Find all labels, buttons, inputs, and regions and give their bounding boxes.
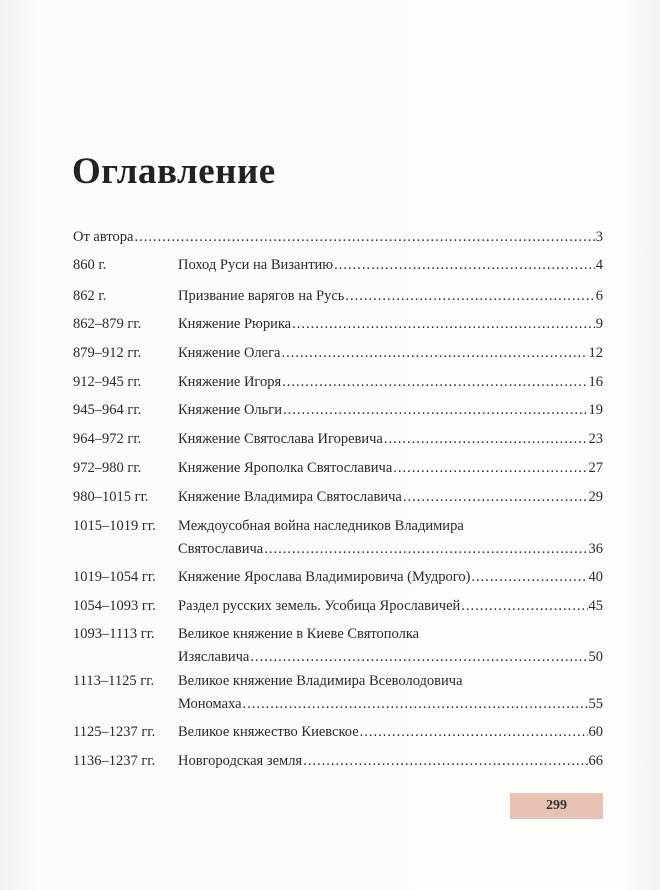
dot-leader — [345, 285, 594, 308]
entry-title: Мономаха — [178, 696, 242, 712]
entry-page: 4 — [595, 257, 603, 273]
entry-page: 16 — [588, 374, 603, 390]
entry-line — [178, 646, 603, 669]
entry-page: 6 — [595, 288, 603, 304]
entry-title: Великое княжение в Киеве Святополка — [178, 626, 420, 642]
entry-title: Княжение Ярополка Святославича — [178, 460, 393, 476]
entry-text — [178, 285, 603, 308]
entry-line — [178, 285, 603, 308]
entry-page: 40 — [588, 569, 603, 585]
dot-leader — [134, 226, 594, 249]
entry-date: 862–879 гг. — [73, 316, 142, 332]
dot-leader — [403, 486, 588, 509]
entry-title: Изяславича — [178, 649, 250, 665]
entry-title: Раздел русских земель. Усобица Ярославичей — [178, 598, 461, 614]
entry-title: Княжение Рюрика — [178, 316, 292, 332]
entry-date: 912–945 гг. — [73, 374, 142, 390]
dot-leader — [393, 457, 587, 480]
entry-line — [178, 371, 603, 394]
entry-page: 36 — [588, 541, 603, 557]
entry-line — [178, 254, 603, 277]
entry-date: 945–964 гг. — [73, 402, 142, 418]
entry-line — [178, 457, 603, 480]
entry-date: 862 г. — [73, 288, 107, 304]
dot-leader — [283, 399, 588, 422]
entry-page: 45 — [588, 598, 603, 614]
entry-line — [178, 595, 603, 618]
entry-page: 27 — [588, 460, 603, 476]
entry-page: 19 — [588, 402, 603, 418]
entry-line — [178, 486, 603, 509]
entry-text — [178, 750, 603, 773]
entry-title: Призвание варягов на Русь — [178, 288, 345, 304]
entry-title: Княжение Олега — [178, 345, 281, 361]
entry-date: 1113–1125 гг. — [73, 673, 155, 689]
entry-title: Междоусобная война наследников Владимира — [178, 518, 464, 534]
entry-text — [178, 342, 603, 365]
entry-title: Великое княжение Владимира Всеволодовича — [178, 673, 463, 689]
entry-line — [178, 342, 603, 365]
entry-date: 860 г. — [73, 257, 107, 273]
entry-page: 9 — [595, 316, 603, 332]
page-number: 299 — [510, 793, 603, 819]
entry-title: Святославича — [178, 541, 264, 557]
entry-page: 50 — [588, 649, 603, 665]
entry-page: 3 — [595, 229, 603, 245]
entry-page: 60 — [588, 724, 603, 740]
dot-leader — [250, 646, 587, 669]
entry-text — [178, 313, 603, 336]
entry-date: 1015–1019 гг. — [73, 518, 156, 534]
entry-title: Княжение Ольги — [178, 402, 282, 418]
entry-text — [178, 428, 603, 451]
entry-title: Княжение Игоря — [178, 374, 282, 390]
entry-date: 1136–1237 гг. — [73, 753, 156, 769]
entry-text — [178, 254, 603, 277]
entry-title: Княжение Святослава Игоревича — [178, 431, 383, 447]
entry-date: 972–980 гг. — [73, 460, 142, 476]
entry-title: Княжение Ярослава Владимировича (Мудрого) — [178, 569, 471, 585]
entry-title: Княжение Владимира Святославича — [178, 489, 402, 505]
entry-text — [178, 721, 603, 744]
dot-leader — [303, 750, 587, 773]
dot-leader — [471, 566, 587, 589]
entry-text — [178, 371, 603, 394]
entry-text — [178, 595, 603, 618]
entry-text — [178, 399, 603, 422]
entry-line — [178, 538, 603, 561]
dot-leader — [461, 595, 587, 618]
entry-date: 1019–1054 гг. — [73, 569, 156, 585]
dot-leader — [360, 721, 588, 744]
toc-entry-preface[interactable] — [73, 226, 603, 249]
entry-page: 55 — [588, 696, 603, 712]
entry-page: 29 — [588, 489, 603, 505]
dot-leader — [384, 428, 588, 451]
entry-date: 879–912 гг. — [73, 345, 142, 361]
entry-text — [178, 486, 603, 509]
dot-leader — [334, 254, 595, 277]
entry-date: 1054–1093 гг. — [73, 598, 156, 614]
entry-page: 23 — [588, 431, 603, 447]
entry-line — [178, 750, 603, 773]
entry-page: 12 — [588, 345, 603, 361]
page-title: Оглавление — [72, 151, 276, 192]
dot-leader — [292, 313, 595, 336]
entry-line — [178, 623, 603, 646]
entry-date: 980–1015 гг. — [73, 489, 149, 505]
entry-title: Великое княжество Киевское — [178, 724, 359, 740]
entry-text — [178, 670, 603, 716]
entry-text — [178, 457, 603, 480]
entry-title: Новгородская земля — [178, 753, 303, 769]
entry-date: 964–972 гг. — [73, 431, 142, 447]
dot-leader — [264, 538, 587, 561]
entry-date: 1093–1113 гг. — [73, 626, 155, 642]
entry-line — [178, 313, 603, 336]
entry-line — [178, 428, 603, 451]
entry-text — [178, 515, 603, 561]
entry-text — [178, 566, 603, 589]
entry-text — [178, 623, 603, 669]
entry-date: 1125–1237 гг. — [73, 724, 156, 740]
dot-leader — [282, 371, 587, 394]
entry-line — [178, 693, 603, 716]
dot-leader — [281, 342, 587, 365]
entry-page: 66 — [588, 753, 603, 769]
entry-line — [178, 515, 603, 538]
entry-line — [178, 399, 603, 422]
entry-title: От автора — [73, 229, 134, 245]
entry-line — [178, 566, 603, 589]
entry-line — [178, 721, 603, 744]
entry-line — [178, 670, 603, 693]
dot-leader — [243, 693, 588, 716]
entry-title: Поход Руси на Византию — [178, 257, 334, 273]
